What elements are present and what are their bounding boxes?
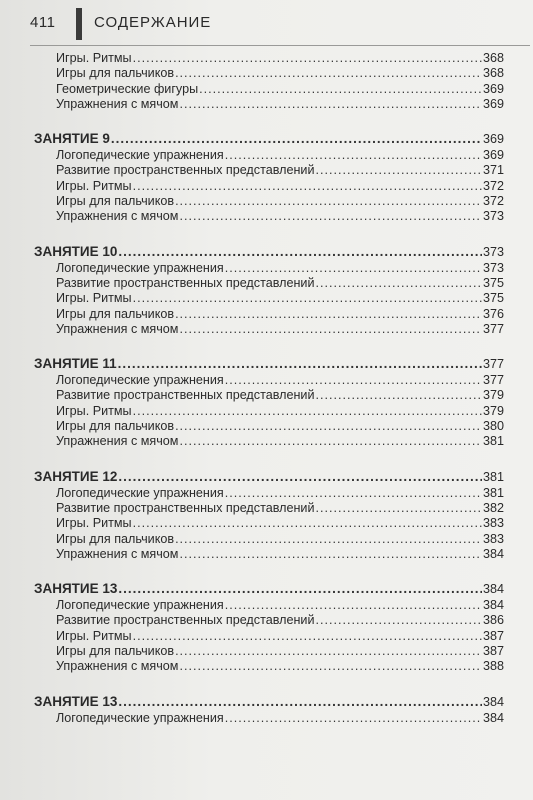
running-title: СОДЕРЖАНИЕ bbox=[94, 14, 212, 31]
toc-entry-page: 381 bbox=[482, 485, 504, 500]
toc-entry-page: 376 bbox=[482, 306, 504, 321]
toc-entry-page: 377 bbox=[482, 321, 504, 336]
toc-entry-page: 388 bbox=[482, 659, 504, 674]
toc-entry bbox=[34, 419, 504, 434]
dot-leader bbox=[118, 243, 482, 261]
toc-entry-page: 369 bbox=[482, 81, 504, 96]
dot-leader bbox=[118, 355, 482, 373]
toc-heading bbox=[34, 243, 504, 261]
toc-entry-title: Игры. Ритмы bbox=[56, 403, 132, 418]
toc-entry-title: Игры для пальчиков bbox=[56, 194, 175, 209]
dot-leader bbox=[133, 51, 482, 66]
toc-heading-title: ЗАНЯТИЕ 12 bbox=[34, 468, 118, 484]
toc-section bbox=[34, 51, 504, 112]
dot-leader bbox=[199, 82, 482, 97]
toc-entry-page: 387 bbox=[482, 644, 504, 659]
dot-leader bbox=[133, 179, 482, 194]
toc-entry-page: 377 bbox=[482, 373, 504, 388]
dot-leader bbox=[133, 516, 482, 531]
toc-entry-title: Игры. Ритмы bbox=[56, 291, 132, 306]
toc-entry bbox=[34, 532, 504, 547]
toc-entry-title: Логопедические упражнения bbox=[56, 710, 224, 725]
toc-entry bbox=[34, 322, 504, 337]
toc-section bbox=[34, 337, 504, 449]
toc-entry-page: 373 bbox=[482, 260, 504, 275]
dot-leader bbox=[175, 194, 482, 209]
toc-entry bbox=[34, 486, 504, 501]
toc-entry-title: Упражнения с мячом bbox=[56, 546, 179, 561]
toc-entry-page: 379 bbox=[482, 403, 504, 418]
dot-leader bbox=[316, 388, 482, 403]
toc-heading-title: ЗАНЯТИЕ 13 bbox=[34, 693, 118, 709]
toc-entry-title: Развитие пространственных представлений bbox=[56, 163, 315, 178]
dot-leader bbox=[316, 276, 482, 291]
toc-entry bbox=[34, 194, 504, 209]
toc-entry-page: 384 bbox=[482, 710, 504, 725]
dot-leader bbox=[316, 501, 482, 516]
dot-leader bbox=[225, 373, 482, 388]
toc-heading-page: 373 bbox=[482, 244, 504, 259]
toc-section bbox=[34, 562, 504, 674]
toc-section bbox=[34, 112, 504, 224]
section-gap bbox=[34, 337, 504, 355]
toc-entry-page: 371 bbox=[482, 163, 504, 178]
section-gap bbox=[34, 225, 504, 243]
toc-entry-page: 384 bbox=[482, 598, 504, 613]
toc-entry-title: Игры для пальчиков bbox=[56, 644, 175, 659]
toc-entry-title: Игры для пальчиков bbox=[56, 531, 175, 546]
toc-entry bbox=[34, 613, 504, 628]
dot-leader bbox=[179, 97, 482, 112]
toc-entry-page: 372 bbox=[482, 178, 504, 193]
toc-entry bbox=[34, 179, 504, 194]
dot-leader bbox=[316, 613, 482, 628]
toc-entry-page: 387 bbox=[482, 628, 504, 643]
toc-heading-title: ЗАНЯТИЕ 11 bbox=[34, 356, 117, 372]
toc-entry-page: 383 bbox=[482, 531, 504, 546]
toc-entry-title: Развитие пространственных представлений bbox=[56, 388, 315, 403]
page-header bbox=[0, 0, 533, 46]
page-number: 411 bbox=[30, 14, 56, 31]
dot-leader bbox=[133, 404, 482, 419]
toc-entry bbox=[34, 501, 504, 516]
toc-entry bbox=[34, 82, 504, 97]
toc-entry-title: Логопедические упражнения bbox=[56, 598, 224, 613]
dot-leader bbox=[118, 580, 482, 598]
toc-heading bbox=[34, 580, 504, 598]
section-gap bbox=[34, 450, 504, 468]
dot-leader bbox=[225, 486, 482, 501]
dot-leader bbox=[133, 629, 482, 644]
dot-leader bbox=[225, 261, 482, 276]
toc-heading-page: 381 bbox=[482, 469, 504, 484]
toc-entry-title: Упражнения с мячом bbox=[56, 321, 179, 336]
toc-entry-page: 375 bbox=[482, 275, 504, 290]
toc-entry-title: Игры. Ритмы bbox=[56, 516, 132, 531]
dot-leader bbox=[179, 209, 482, 224]
toc-entry-title: Логопедические упражнения bbox=[56, 485, 224, 500]
toc-entry-title: Упражнения с мячом bbox=[56, 96, 179, 111]
dot-leader bbox=[225, 148, 482, 163]
toc-entry-title: Геометрические фигуры bbox=[56, 81, 199, 96]
toc-entry-page: 384 bbox=[482, 546, 504, 561]
dot-leader bbox=[175, 307, 482, 322]
toc-entry-title: Упражнения с мячом bbox=[56, 209, 179, 224]
dot-leader bbox=[179, 659, 482, 674]
toc-entry bbox=[34, 209, 504, 224]
toc-entry-page: 382 bbox=[482, 500, 504, 515]
toc-entry bbox=[34, 547, 504, 562]
toc-entry bbox=[34, 261, 504, 276]
toc-entry-title: Развитие пространственных представлений bbox=[56, 275, 315, 290]
toc-entry bbox=[34, 66, 504, 81]
header-rule bbox=[30, 45, 530, 46]
toc-entry-page: 375 bbox=[482, 291, 504, 306]
toc-entry-page: 381 bbox=[482, 434, 504, 449]
toc-section bbox=[34, 450, 504, 562]
toc-entry-page: 372 bbox=[482, 194, 504, 209]
toc-section bbox=[34, 675, 504, 726]
toc-entry-title: Развитие пространственных представлений bbox=[56, 613, 315, 628]
toc-heading-title: ЗАНЯТИЕ 13 bbox=[34, 581, 118, 597]
dot-leader bbox=[111, 130, 482, 148]
toc-entry-title: Развитие пространственных представлений bbox=[56, 500, 315, 515]
toc-entry bbox=[34, 51, 504, 66]
toc-entry bbox=[34, 711, 504, 726]
dot-leader bbox=[118, 693, 482, 711]
toc-entry-title: Игры. Ритмы bbox=[56, 628, 132, 643]
toc-entry-title: Игры. Ритмы bbox=[56, 51, 132, 65]
toc-heading-page: 384 bbox=[482, 582, 504, 597]
toc-heading-page: 377 bbox=[482, 357, 504, 372]
toc-entry bbox=[34, 373, 504, 388]
table-of-contents bbox=[34, 51, 504, 726]
dot-leader bbox=[316, 163, 482, 178]
section-gap bbox=[34, 562, 504, 580]
toc-entry-page: 379 bbox=[482, 388, 504, 403]
toc-entry-title: Игры. Ритмы bbox=[56, 178, 132, 193]
toc-entry-page: 368 bbox=[482, 51, 504, 65]
toc-heading bbox=[34, 130, 504, 148]
dot-leader bbox=[118, 468, 482, 486]
toc-entry-page: 373 bbox=[482, 209, 504, 224]
toc-entry bbox=[34, 629, 504, 644]
toc-entry-title: Логопедические упражнения bbox=[56, 148, 224, 163]
dot-leader bbox=[179, 322, 482, 337]
toc-heading-title: ЗАНЯТИЕ 9 bbox=[34, 131, 110, 147]
dot-leader bbox=[225, 598, 482, 613]
toc-entry bbox=[34, 434, 504, 449]
toc-entry bbox=[34, 291, 504, 306]
toc-entry bbox=[34, 598, 504, 613]
dot-leader bbox=[175, 644, 482, 659]
toc-heading-page: 384 bbox=[482, 694, 504, 709]
toc-entry bbox=[34, 97, 504, 112]
toc-entry bbox=[34, 276, 504, 291]
toc-entry-title: Логопедические упражнения bbox=[56, 373, 224, 388]
toc-entry bbox=[34, 307, 504, 322]
toc-entry-title: Упражнения с мячом bbox=[56, 659, 179, 674]
section-gap bbox=[34, 675, 504, 693]
toc-entry-title: Упражнения с мячом bbox=[56, 434, 179, 449]
toc-entry-title: Игры для пальчиков bbox=[56, 306, 175, 321]
toc-heading bbox=[34, 468, 504, 486]
toc-entry bbox=[34, 404, 504, 419]
toc-entry-title: Логопедические упражнения bbox=[56, 260, 224, 275]
dot-leader bbox=[133, 291, 482, 306]
dot-leader bbox=[175, 419, 482, 434]
toc-entry bbox=[34, 388, 504, 403]
dot-leader bbox=[175, 532, 482, 547]
dot-leader bbox=[179, 434, 482, 449]
toc-entry-page: 368 bbox=[482, 66, 504, 81]
toc-heading bbox=[34, 693, 504, 711]
toc-entry bbox=[34, 148, 504, 163]
toc-entry-page: 369 bbox=[482, 96, 504, 111]
header-divider-bar bbox=[76, 8, 82, 40]
dot-leader bbox=[225, 711, 482, 726]
toc-entry bbox=[34, 163, 504, 178]
toc-entry bbox=[34, 644, 504, 659]
toc-heading-title: ЗАНЯТИЕ 10 bbox=[34, 243, 118, 259]
section-gap bbox=[34, 112, 504, 130]
toc-entry bbox=[34, 516, 504, 531]
toc-entry-page: 383 bbox=[482, 516, 504, 531]
toc-section bbox=[34, 225, 504, 337]
toc-entry-page: 380 bbox=[482, 419, 504, 434]
toc-heading bbox=[34, 355, 504, 373]
toc-entry-page: 386 bbox=[482, 613, 504, 628]
toc-entry bbox=[34, 659, 504, 674]
toc-heading-page: 369 bbox=[482, 132, 504, 147]
toc-entry-title: Игры для пальчиков bbox=[56, 419, 175, 434]
toc-entry-page: 369 bbox=[482, 148, 504, 163]
dot-leader bbox=[175, 66, 482, 81]
dot-leader bbox=[179, 547, 482, 562]
toc-entry-title: Игры для пальчиков bbox=[56, 66, 175, 81]
